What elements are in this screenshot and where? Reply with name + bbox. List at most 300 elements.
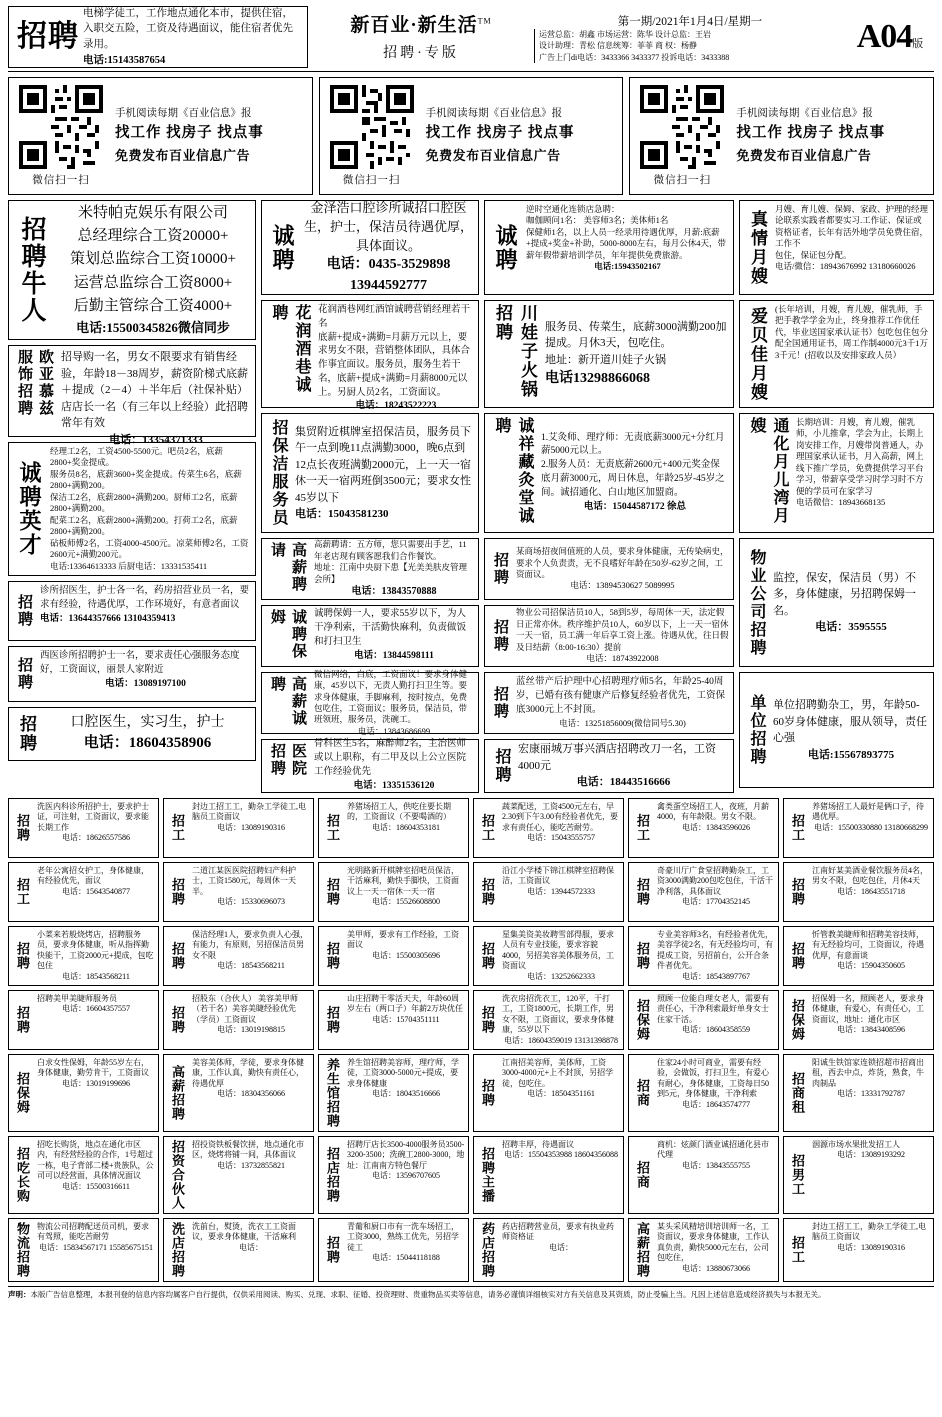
qr-banner: [319, 77, 624, 195]
ad-line: 2.服务人员：无责底薪2600元+400元奖金保底月薪3000元，周日休息，年龄25岁-45岁之间。诚招通化、白山地区加盟商。: [541, 460, 725, 498]
ad-phone: 电话：15834567171 15585675151: [39, 1242, 153, 1252]
ad-line: 咖伽顾问1名： 美容师3名；美体师1名: [526, 215, 669, 226]
classified-item[interactable]: [163, 1054, 314, 1132]
ad-phone: 电话：18604358559: [682, 1025, 750, 1035]
classified-item[interactable]: [318, 990, 469, 1050]
qr-line-3: 免费发布百业信息广告: [736, 147, 872, 163]
ad-side-title: 招聘: [16, 657, 33, 691]
ad-listing[interactable]: [261, 200, 479, 295]
qr-line-2: 找工作 找房子 找点事: [115, 125, 264, 142]
ad-side-title: 招聘主播: [480, 1147, 495, 1203]
ad-phone: 电话：18604359019 13131398878: [504, 1035, 618, 1045]
ad-listing[interactable]: [8, 707, 256, 761]
ad-side-title: 诚聘保姆: [269, 609, 307, 660]
ad-listing[interactable]: [8, 646, 256, 702]
ad-phone: 电话：18604358906: [83, 735, 212, 752]
ad-line: 诚聘保姆一人，要求55岁以下，为人干净利索，干活勤快麻利，负责做饭和打扫卫生: [314, 609, 467, 647]
ad-side-title: 招商: [635, 1079, 650, 1107]
ad-line: 总经理综合工资20000+: [77, 228, 229, 245]
ad-line: 包住，保证包分配。: [775, 249, 852, 260]
ad-phone: 电话：13252662333: [527, 971, 595, 981]
ad-line: 经理工2名，工资4500-5500元。吧员2名，底薪2800+奖金提成。: [50, 445, 223, 468]
classified-item[interactable]: [783, 1136, 934, 1214]
ad-listing[interactable]: [739, 200, 934, 295]
ad-text: 洇源市场水果批发招工人: [812, 1140, 900, 1149]
classified-item[interactable]: [318, 1136, 469, 1214]
ad-side-title: 招工: [170, 814, 185, 842]
ad-listing[interactable]: [484, 300, 734, 408]
ad-text: 养生馆招聘美容师，理疗师，学徒，工资3000-5000元+提成，要求身体健康: [347, 1058, 459, 1088]
classified-item[interactable]: [318, 798, 469, 858]
ad-text: 江南招美容师，美体师，工资3000-4000元+上不封顶，另招学徒，包吃住。: [502, 1058, 614, 1088]
ad-side-title: 招聘: [790, 878, 805, 906]
footer-label: 声明：: [8, 1290, 31, 1299]
ad-side-title: 招商租: [790, 1072, 805, 1114]
ad-line: 服务员8名，底薪3600+奖金提成。传菜生6名，底薪2800+满勤200。: [50, 468, 242, 491]
ad-phone: 电话：13089197100: [105, 678, 186, 689]
ad-phone: 电话：13089190316: [837, 1242, 905, 1252]
ad-side-title: 招聘: [325, 1236, 340, 1264]
ad-side-title: 诚聘英才: [17, 461, 42, 557]
qr-line-3: 免费发布百业信息广告: [425, 147, 561, 163]
ad-phone: 电话：18643551718: [837, 886, 905, 896]
ad-side-title: 招聘: [480, 878, 495, 906]
classified-item[interactable]: [8, 926, 159, 986]
ad-listing[interactable]: [739, 300, 934, 408]
staff-credits: [534, 29, 846, 64]
qr-line-3: 免费发布百业信息广告: [115, 147, 251, 163]
classified-item[interactable]: [8, 990, 159, 1050]
ad-side-title: 招工: [635, 814, 650, 842]
ad-text: 光明路新开棋牌室招吧员保洁，干活麻利，勤快手脚快，工资面议上一天一宿休一天一宿: [347, 866, 459, 896]
masthead: [8, 6, 934, 68]
qr-banner: [629, 77, 934, 195]
classified-item[interactable]: [163, 1218, 314, 1282]
ad-line: 运营总监综合工资8000+: [73, 274, 233, 291]
ad-text: 阳诚生铁馆家连锁招超市招商出租，西去中点，炸货，熟食，牛肉制品: [812, 1058, 924, 1088]
ad-listing[interactable]: [8, 200, 256, 340]
ad-phone: 电话：18543568211: [217, 961, 285, 971]
ad-line: 长期培训：月嫂，育儿嫂，催乳师，小儿推拿，学会为止，长期上岗安排工作，月嫂带岗普通人，办理国家承认证书，月入高薪，网上线下推广学员，免费提供学习平台学习，带薪享受学习时学习时不方便的学员可在家学习: [796, 417, 924, 496]
classified-mini-grid: [8, 798, 934, 1282]
ad-side-title: 招店招聘: [325, 1147, 340, 1203]
edition-number: [846, 18, 934, 56]
ad-side-title: 招聘: [170, 878, 185, 906]
ad-phone: 电话：18243522223: [355, 401, 437, 412]
ad-side-title: 物业公司招聘: [748, 548, 765, 657]
classified-item[interactable]: [783, 1218, 934, 1282]
ad-text: 招吃长购货，地点在通化市区内，有经营经验的合作，1号超过一栋，电子背部二楼+贵族队，公司可以经营面，具体情况面议: [37, 1140, 154, 1181]
ad-listing[interactable]: [484, 739, 734, 793]
ad-phone: 电话：13732855821: [217, 1160, 285, 1170]
ad-text: 住家24小时可商业，需要有经验，会做饭，打扫卫生，有爱心有耐心，身体健康，工资每日50到5元，身体健康，干净利索: [657, 1058, 769, 1099]
ad-line: 服务员、传菜生，底薪3000满勤200加提成。月休3天，包吃住。: [545, 320, 727, 350]
ad-side-title: 招聘: [480, 1006, 495, 1034]
ad-text: 封边工招工工，勤杂工学徒工,电脑员工资面议: [192, 802, 306, 822]
ad-side-title: 招工: [790, 1236, 805, 1264]
classified-item[interactable]: [163, 926, 314, 986]
classified-item[interactable]: [628, 798, 779, 858]
ad-line: 后勤主管综合工资4000+: [73, 297, 233, 314]
main-ad-grid: [8, 200, 934, 793]
ad-column-3: [484, 200, 734, 793]
ad-text: 小菜来若般烧烤店，招聘服务员，要求身体健康，听从指挥勤快能干，工资2000元+提成，包吃包住: [37, 930, 154, 971]
qr-line-1: 手机阅读每期《百业信息》报: [425, 107, 563, 119]
ad-side-title: 招聘: [15, 942, 30, 970]
ad-side-title: 招聘: [480, 1079, 495, 1107]
ad-line: 砧板师傅2名，工资4000-4500元。凉菜师傅2名，工资2600元+满勤200元。: [50, 537, 249, 560]
ad-side-title: 招聘: [492, 686, 509, 720]
ad-line: 配菜工2名，底薪2800+满勤200。打荷工2名，底薪2800+满勤200。: [50, 514, 238, 537]
ad-listing[interactable]: [484, 200, 734, 295]
qr-code-icon[interactable]: [19, 85, 103, 169]
ad-side-title: 高薪招聘: [170, 1065, 185, 1121]
classified-item[interactable]: [783, 990, 934, 1050]
ad-text: 美甲师，要求有工作经验，工资面议: [347, 930, 459, 950]
classified-item[interactable]: [783, 798, 934, 858]
ad-phone: 电话：15504353988 18604356088: [504, 1150, 618, 1160]
ad-listing[interactable]: [261, 605, 479, 667]
ad-phone: 电话：15643540877: [62, 886, 130, 896]
ad-text: 封边工招工工，勤杂工学徒工,电脑员工资面议: [812, 1222, 926, 1242]
classified-item[interactable]: [628, 1136, 779, 1214]
ad-phone: 电话:15943502167: [594, 261, 661, 272]
ad-line: 口腔医生，实习生，护士: [70, 714, 225, 730]
classified-item[interactable]: [318, 1218, 469, 1282]
ad-phone: 电话:15567893775: [807, 748, 895, 761]
ad-text: 保洁经理1人，要求负责人心强，有能力，有原则，另招保洁员男女不限: [192, 930, 308, 960]
ad-phone: 电话：13944572333: [527, 886, 595, 896]
ad-phone: 电话：13843686699: [357, 725, 431, 736]
ad-text: 招保姆一名，照顾老人，要求身体健康，有爱心，有责任心，工资面议，地址：通化市区: [812, 994, 924, 1024]
classified-item[interactable]: [8, 798, 159, 858]
ad-side-title: 招工: [325, 814, 340, 842]
ad-side-title: 招聘: [790, 942, 805, 970]
qr-line-2: 找工作 找房子 找点事: [736, 125, 886, 142]
ad-phone: 电话：18743922008: [586, 653, 659, 664]
ad-line: 监控，保安，保洁员（男）不多，身体健康，另招聘保姆一名。: [773, 571, 916, 617]
ad-text: 老年公寓招女护工，身体健康，有经验优先，面议: [37, 866, 149, 886]
ad-text: 专业美容师3名，有经验者优先，美容学徒2名，有无经验均可，有提成工资，另招前台，公开合条件者优先。: [657, 930, 773, 971]
ad-side-title: 招聘: [635, 878, 650, 906]
ad-listing[interactable]: [8, 345, 256, 446]
ad-line: 月嫂、育儿嫂、保姆、家政、护理的经理论联系实践者都要实习.工作证、保证或资格证者，长年有活外地学员免费住宿，工作不: [775, 204, 929, 249]
ad-side-title: 高薪招聘: [635, 1222, 650, 1278]
ad-phone: 电话：13843596026: [682, 822, 750, 832]
ad-text: 江南好某美酒业餐饮服务员4名，男女不限，包吃包住，月休4天: [812, 866, 928, 886]
ad-phone: 电话：13644357666 13104359413: [40, 613, 176, 624]
ad-side-title: 招保姆: [790, 999, 805, 1041]
staff-line-2: 设计助理：青松 信息统筹：菲菲 商 权：杨静: [539, 41, 697, 51]
ad-text: 山庄招聘干零活天夫，年龄60周岁左右（两口子）年薪2万块优任: [347, 994, 463, 1014]
ad-text: 药店招聘营业员，要求有执业药师资格证: [502, 1222, 614, 1242]
ad-listing[interactable]: [484, 413, 734, 533]
ad-listing[interactable]: [739, 538, 934, 667]
ad-phone: 电话：13596707605: [372, 1171, 440, 1181]
ad-side-title: 招聘: [492, 619, 509, 653]
ad-side-title: 招吃长购: [15, 1147, 30, 1203]
ad-phone: 电话：13251856009(微信同号5.30): [559, 718, 686, 729]
ad-line: 宏康丽城万事兴酒店招聘改刀一名，工资4000元: [518, 743, 716, 772]
ad-line: 米特帕克娱乐有限公司: [77, 204, 228, 221]
ad-side-title: 招聘: [325, 1006, 340, 1034]
ad-text: 洗医内科诊所招护士，要求护士证，可注射，工资面议，要求能长期工作: [37, 802, 149, 832]
ad-listing[interactable]: [8, 442, 256, 576]
ad-text: 招股东（合伙人） 美容美甲师（若干名）美容美睫经验优先（学员）工资面议: [192, 994, 298, 1024]
ad-listing[interactable]: [739, 413, 934, 533]
ad-line: 策划总监综合工资10000+: [70, 251, 236, 268]
ad-side-title: 招工: [15, 878, 30, 906]
ad-listing[interactable]: [261, 538, 479, 600]
classified-item[interactable]: [628, 1218, 779, 1282]
ad-listing[interactable]: [484, 605, 734, 667]
ad-phone: 电话：13894530627 5089995: [570, 580, 675, 591]
ad-phone: 电话：15330696073: [217, 897, 285, 907]
ad-side-title: 单位招聘: [748, 694, 765, 766]
ad-column-1: [8, 200, 256, 793]
ad-side-title: 通化月儿湾月嫂: [748, 417, 788, 525]
ad-side-title: 诚祥藏灸堂诚聘: [493, 417, 533, 525]
ad-phone: 电话:15500345826微信同步: [76, 320, 230, 336]
classified-item[interactable]: [163, 798, 314, 858]
ad-side-title: 高薪聘请: [269, 542, 307, 593]
ad-line: 底薪+提成+满勤=月薪万元以上，要求男女不限，营销整体团队，具体合作事宜面议。服务员，服务生若干名，底薪+提成+满勤=月薪8000元以上。另厨人员2名，工资面议。: [318, 332, 471, 398]
ad-listing[interactable]: [8, 581, 256, 641]
ad-phone: 电话：15526608800: [372, 897, 440, 907]
ad-side-title: 招聘: [170, 942, 185, 970]
ad-phone: 电话/微信：18943676992 13180660026: [775, 261, 916, 272]
ad-phone: 电话：13880673066: [682, 1263, 750, 1273]
ad-side-title: 招聘: [17, 715, 36, 753]
classified-item[interactable]: [8, 1136, 159, 1214]
ad-line: 骨科医生5名，麻醉师2名，主治医师或以上职称，有二甲及以上公立医院工作经验优先: [314, 739, 467, 777]
ad-side-title: 花润酒巷诚聘: [270, 304, 310, 394]
footer-text: 本版广告信息整理，本报刊登的信息内容均属客户自行提供，仅供采用阅读、购买、兑现、求职、征婚、投资理财、贵重物品买卖等信息，请务必谨慎详细核实对方有关信息及其资质，防止受骗上当。凡因上述信息造成经济损失与本报无关。: [30, 1290, 826, 1299]
ad-line: 集贸附近棋牌室招保洁员，服务员下午一点到晚11点满勤3000，晚6点到12点长夜班满勤2000元，上一天一宿休一天一宿两班倒3500元；要求女性45岁以下: [295, 425, 471, 504]
classified-item[interactable]: [628, 1054, 779, 1132]
ad-phone: 电话：15044118188: [372, 1253, 440, 1263]
ad-side-title: 招商: [635, 1161, 650, 1189]
masthead-right: [534, 6, 934, 68]
classified-item[interactable]: [318, 1054, 469, 1132]
staff-line-3: 广告上门di电话：3433366 3433377 投诉电话：3433388: [539, 52, 730, 62]
ad-side-title: 招聘: [170, 1006, 185, 1034]
edition-big: A04: [856, 18, 913, 55]
ad-side-title: 欧亚慕兹服饰招聘: [16, 349, 54, 417]
ad-side-title: 招聘: [635, 942, 650, 970]
ad-phone: 电话：15500330880 13180668299: [814, 822, 928, 832]
edition-small: 版: [912, 38, 924, 50]
classified-item[interactable]: [473, 798, 624, 858]
qr-caption: 微信扫一扫: [32, 175, 90, 186]
ad-listing[interactable]: [261, 300, 479, 412]
ad-side-title: 招聘: [325, 878, 340, 906]
masthead-left-ad: [8, 6, 308, 68]
brand-name: 新百业·新生活: [350, 15, 478, 36]
ad-text: 禽类蛋空场招工人，夜班，月薪4000，有年龄限。男女不限。: [657, 802, 769, 822]
classified-item[interactable]: [8, 1054, 159, 1132]
classified-item[interactable]: [473, 1218, 624, 1282]
ad-phone: 电话：13351536120: [353, 780, 435, 791]
classified-item[interactable]: [318, 862, 469, 922]
ad-phone: 电话：15043555757: [527, 833, 595, 843]
ad-text: 白求女性保姆，年龄55岁左右，身体健康，勤劳肯干，工资面议: [37, 1058, 149, 1078]
ad-text: 奇豪川厅广食堂招聘勤杂工，工资3000满勤200包吃包住，干活干净利落，具体面议: [657, 866, 773, 896]
ad-phone: 电话：16604357557: [62, 1004, 130, 1014]
ad-phone: 电话：15500316611: [62, 1181, 130, 1191]
ad-side-title: 招保姆: [15, 1072, 30, 1114]
ad-line: 某商场招夜间值班的人员，要求身体健康，无传染病史，要求个人负责责，无不良嗜好年龄在50岁-62岁之间，工资面议。: [516, 546, 729, 579]
ad-listing[interactable]: [261, 668, 479, 736]
ad-listing[interactable]: [484, 672, 734, 734]
ad-side-title: 招工: [790, 814, 805, 842]
ad-line: 保健师1名，以上人员一经录用待遇优厚，月薪:底薪+提成+奖金+补助，5000-8000左右，每月公休4天，带薪年假带薪培训学员，年年提供免费旅游。: [526, 226, 726, 260]
ad-line: 诊所招医生，护士各一名，药房招营业员一名，要求有经验，待遇优厚，工作环境好，有意者面议: [40, 586, 250, 610]
ad-side-title: 招保洁服务员: [270, 419, 287, 527]
ad-phone: 电话：18626557586: [62, 833, 130, 843]
ad-phone: 电话：13843555755: [682, 1160, 750, 1170]
staff-line-1: 运营总监：胡鑫 市场运营：陈华 设计总监：王岩: [539, 29, 711, 39]
classified-item[interactable]: [8, 1218, 159, 1282]
ad-phone: 电话：18043516666: [372, 1089, 440, 1099]
ad-side-title: 招聘牛人: [18, 216, 46, 324]
ad-text: 忻管教美睫师和招聘美容技师，有无经验均可，工资面议，待遇优厚，有意面谈: [812, 930, 924, 960]
qr-banner: [8, 77, 313, 195]
ad-phone: 电话：: [549, 1242, 573, 1252]
ad-side-title: 川娃子火锅招聘: [493, 304, 537, 399]
ad-phone: 电话：18443516666: [576, 776, 671, 789]
ad-phone: 电话微信：18943668135: [796, 497, 886, 508]
ad-text: 商机：炫颜门酒业诚招通化县市代理: [657, 1140, 769, 1160]
ad-phone: 电话：15043581230: [295, 508, 389, 520]
ad-text: 某头采风精培训培训师一名，工资面议，要求身体健康，工作认真负责，勤快5000元左右，公司包吃住，: [657, 1222, 769, 1263]
classified-item[interactable]: [8, 862, 159, 922]
ad-text: 招聘美甲美睫师服务员: [37, 994, 117, 1003]
ad-line: 蓝丝带产后护理中心招聘理疗师5名，年龄25-40周岁，已婚有孩有健康产后修复经验者优先，工资保底3000元上不封顶。: [516, 677, 726, 715]
ad-column-2: [261, 200, 479, 793]
classified-item[interactable]: [473, 1054, 624, 1132]
classified-item[interactable]: [473, 862, 624, 922]
ad-line: 微信网络，白底，工资面议！要求身体健康，45岁以下，无责人勤打扫卫生等。要求身体健康，手脚麻利，按时按点，免费包吃住，工资面议；服务员，保洁员，带班领班，服务员，洗碗工。: [314, 668, 468, 725]
ad-line: 地址：新开道川娃子火锅: [545, 353, 666, 366]
ad-phone: 电话：13843408596: [837, 1025, 905, 1035]
classified-item[interactable]: [163, 1136, 314, 1214]
classified-item[interactable]: [318, 926, 469, 986]
ad-text: 二道江某医医院招聘妇产科护士，工资1580元，每周休一天半。: [192, 866, 296, 896]
classified-item[interactable]: [163, 990, 314, 1050]
ad-listing[interactable]: [739, 672, 934, 788]
ad-line: 1.艾灸师、理疗师：无责底薪3000元+分红月薪5000元以上。: [541, 432, 725, 457]
ad-text: 蔬菜配送，工资4500元左右，早2.30到下午3.00有经验者优先，要求有责任心，能吃苦耐劳。: [502, 802, 618, 832]
masthead-rule: [8, 71, 934, 72]
ad-text: 沿江小学楼下锦江棋牌室招聘保洁，工资面议: [502, 866, 614, 886]
qr-line-2: 找工作 找房子 找点事: [425, 125, 575, 142]
ad-phone: 电话：15044587172 徐总: [583, 501, 687, 512]
ad-line: 逆时空通化连锁店急聘：: [526, 204, 620, 214]
ad-side-title: 招聘: [493, 748, 510, 784]
ad-phone: 电话：13019199696: [62, 1078, 130, 1088]
classified-item[interactable]: [473, 990, 624, 1050]
ad-side-title: 养生馆招聘: [325, 1058, 340, 1128]
ad-side-title: 招聘: [16, 594, 33, 628]
ad-phone: 电话：17704352145: [682, 897, 750, 907]
masthead-logo: 招聘: [17, 20, 79, 53]
ad-text: 招聘丰厚，待遇面议: [502, 1140, 574, 1149]
ad-text: 物流公司招聘配送员司机，要求有驾照，能吃苦耐劳: [37, 1222, 149, 1242]
ad-side-title: 招聘: [15, 814, 30, 842]
ad-phone: 电话：15704351111: [372, 1014, 440, 1024]
page-footer-disclaimer: [8, 1286, 934, 1300]
ad-side-title: 招聘: [325, 942, 340, 970]
masthead-brand-block: [308, 6, 534, 68]
ad-side-title: 招聘: [492, 552, 509, 586]
ad-line: 花润酒巷网红酒馆诚聘营销经理若干名: [318, 305, 471, 329]
ad-side-title: 高薪诚聘: [269, 676, 307, 727]
ad-phone: 电话：: [239, 1242, 263, 1252]
ad-phone: 电话：13089193292: [837, 1150, 905, 1160]
ad-side-title: 招聘: [15, 1006, 30, 1034]
masthead-left-tel: 电话:15143587654: [83, 54, 166, 66]
ad-text: 洗衣房招洗衣工，120平，干打工，工资1800元，长期工作，男女不限，工资面议，要求身体健康，55岁以下: [502, 994, 614, 1035]
ad-line: 西医诊所招聘护士一名，要求责任心强服务态度好，工资面议，丽景人家附近: [40, 651, 240, 675]
ad-phone: 电话：13019198815: [217, 1025, 285, 1035]
qr-code-icon[interactable]: [330, 85, 414, 169]
ad-phone: 电话：13844598111: [354, 650, 434, 661]
classified-item[interactable]: [163, 862, 314, 922]
ad-phone: 电话：18604353181: [372, 822, 440, 832]
classified-item[interactable]: [628, 926, 779, 986]
ad-listing[interactable]: [261, 739, 479, 793]
masthead-left-text: 电梯学徒工，工作地点通化本市，提供住宿，入职交五险，工资及待遇面议，能住宿者优先录用。: [83, 7, 293, 50]
ad-phone: 电话:13364613333 后厨电话：13331535411: [50, 560, 208, 571]
classified-item[interactable]: [783, 926, 934, 986]
ad-side-title: 物流招聘: [15, 1222, 30, 1278]
ad-phone: 电话：15904350605: [837, 961, 905, 971]
ad-phone: 电话：13331792787: [837, 1089, 905, 1099]
classified-item[interactable]: [473, 1136, 624, 1214]
qr-line-1: 手机阅读每期《百业信息》报: [736, 107, 873, 119]
ad-line: 单位招聘勤杂工，男，年龄50-60岁身体健康，服从领导，责任心强: [773, 699, 927, 744]
classified-item[interactable]: [473, 926, 624, 986]
ad-text: 星集美资美妆聘雪部得服，要求人员有专业技能，要求容貌4000，另招美容美体服务员，工资面议: [502, 930, 614, 971]
ad-phone: 电话：13089190316: [217, 822, 285, 832]
ad-side-title: 诚聘: [493, 223, 518, 272]
classified-item[interactable]: [783, 1054, 934, 1132]
ad-text: 养猪场招工人最好是俩口子，待遇优厚。: [812, 802, 924, 822]
ad-text: 美容美体师，学徒，要求身体健康，工作认真，勤快有责任心，待遇优厚: [192, 1058, 304, 1088]
ad-side-title: 真情月嫂: [748, 209, 767, 286]
classified-item[interactable]: [783, 862, 934, 922]
ad-text: 招聘厅店长3500-4000服务员3500-3200-3500；洗碗工2800-3000，地址：江南南方特色餐厅: [347, 1140, 465, 1170]
ad-text: 青葡和厨口市有一洗车场招工，工资3000，熟练工优先，另招学徒工: [347, 1222, 459, 1252]
ad-phone: 电话：0435-3529898 13944592777: [326, 257, 451, 293]
ad-side-title: 药店招聘: [480, 1222, 495, 1278]
qr-banner-row: [8, 77, 934, 195]
ad-line: 保洁工2名，底薪2800+满勤200。厨师工2名，底薪2800+满勤200。: [50, 491, 238, 514]
ad-phone: 电话：18504351161: [527, 1089, 595, 1099]
ad-side-title: 招男工: [790, 1154, 805, 1196]
ad-side-title: 医院招聘: [269, 743, 307, 777]
ad-phone: 电话：13354371333: [109, 433, 203, 446]
ad-listing[interactable]: [484, 538, 734, 600]
ad-listing[interactable]: [261, 413, 479, 533]
ad-text: 招投资铁板餐饮拼，地点通化市区，烧烤将铺一间，具体面议: [192, 1140, 304, 1160]
classified-item[interactable]: [628, 990, 779, 1050]
qr-code-icon[interactable]: [640, 85, 724, 169]
ad-text: 养猪场招工人，供吃住要长期的，工资面议（不要喝酒的）: [347, 802, 451, 822]
qr-caption: 微信扫一扫: [342, 175, 401, 186]
classified-item[interactable]: [628, 862, 779, 922]
